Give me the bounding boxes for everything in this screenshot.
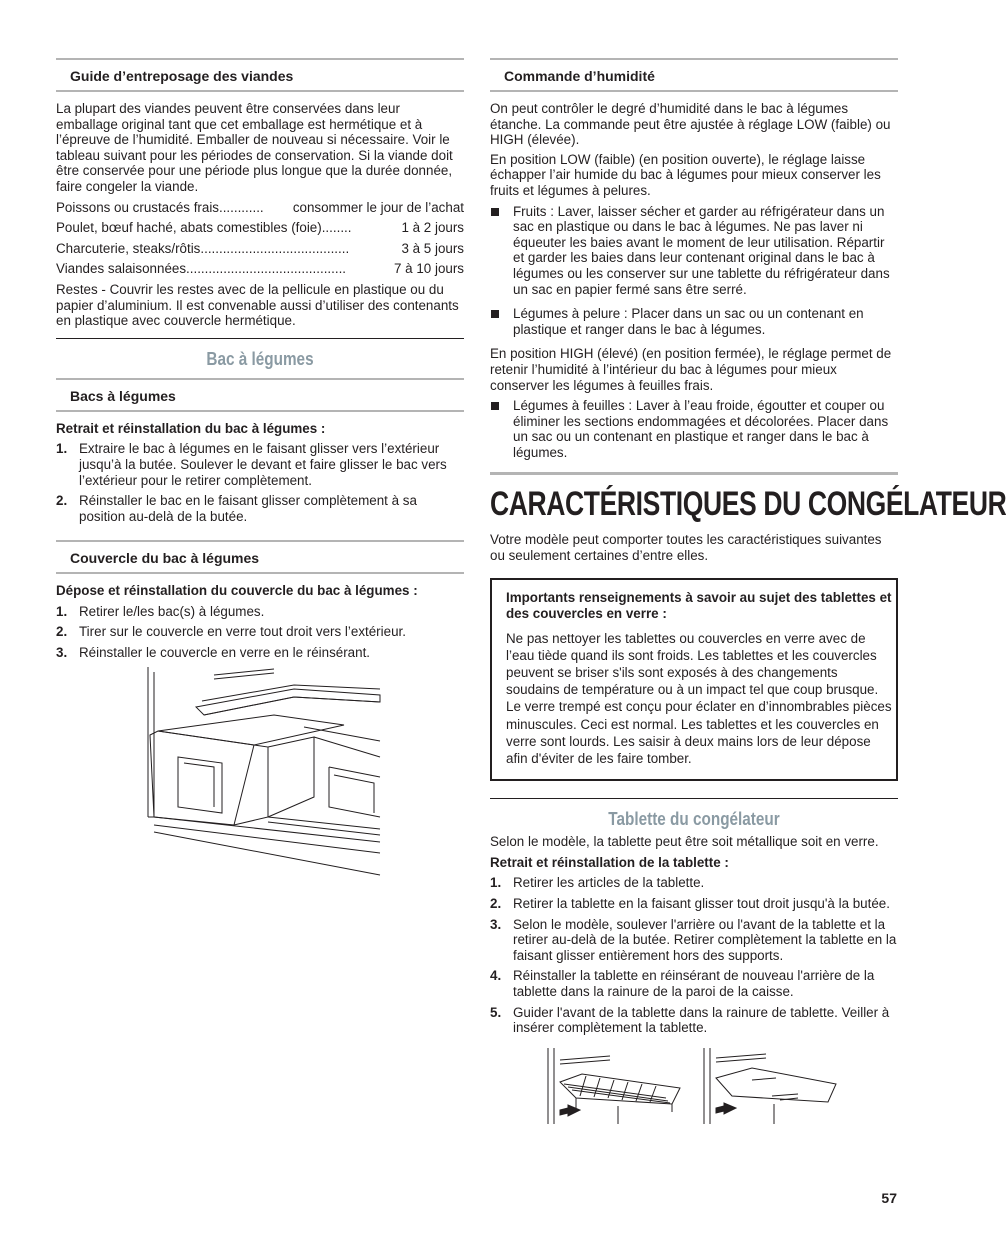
row-value: 3 à 5 jours	[401, 240, 464, 256]
crisper-heading: Bacs à légumes	[56, 378, 464, 412]
list-item: 2. Réinstaller le bac en le faisant glisser complètement à sa position au-delà de la butée.	[56, 493, 417, 524]
list-item: 2. Tirer sur le couvercle en verre tout droit vers l’extérieur.	[56, 624, 406, 640]
list-item: 3. Selon le modèle, soulever l'arrière ou l'avant de la tablette et la retirer au-delà de la butée. Retirer complètement la tablette en la faisant glisser entièrement hors des supports.	[490, 916, 897, 963]
freezer-intro: Votre modèle peut comporter toutes les caractéristiques suivantes ou seulement certaines d’entre elles.	[490, 532, 882, 564]
shelf-illustrations	[546, 1048, 898, 1124]
table-row	[56, 200, 464, 216]
list-item: Légumes à pelure : Placer dans un sac ou un contenant en plastique et ranger dans le bac à légumes.	[490, 306, 898, 337]
table-row	[56, 261, 464, 277]
right-column	[490, 58, 1006, 1124]
crisper-illustration	[144, 667, 464, 877]
crisper-section-title: Bac à légumes	[206, 348, 314, 369]
wire-shelf-illustration	[546, 1048, 682, 1124]
glass-shelf-illustration	[702, 1048, 838, 1124]
list-item: Légumes à feuilles : Laver à l’eau froide, égoutter et couper ou éliminer les sections endommagées et décolorées. Placer dans un sac ou un contenant en plastique et ranger dans le bac à légumes.	[490, 398, 898, 460]
list-item: 1. Retirer le/les bac(s) à légumes.	[56, 603, 265, 619]
row-value: 1 à 2 jours	[401, 220, 464, 236]
row-label: Poissons ou crustacés frais............	[56, 199, 264, 215]
page-number: 57	[881, 1190, 897, 1206]
crisper-steps	[56, 441, 464, 524]
freezer-shelf-section-title: Tablette du congélateur	[608, 809, 780, 830]
cover-heading: Couvercle du bac à légumes	[56, 540, 464, 574]
humidity-p2: En position LOW (faible) (en position ouverte), le réglage laisse échapper l’air humide du bac à légumes pour mieux conserver les fruits et légumes à pelures.	[490, 151, 881, 198]
humidity-p1: On peut contrôler le degré d’humidité dans le bac à légumes étanche. La commande peut être ajustée à réglage LOW (faible) ou HIGH (élevée).	[490, 101, 891, 148]
list-item: 1. Retirer les articles de la tablette.	[490, 875, 705, 891]
warning-body: Ne pas nettoyer les tablettes ou couvercles en verre avec de l’eau tiède quand ils sont froids. Les tablettes et les couvercles peuvent se briser s'ils sont exposés à des changements soudains de température ou à un impact tel que coup brusque. Le verre trempé est conçu pour éclater en d’innombrables pièces minuscules. Ceci est normal. Les tablettes et les couvercles en verre sont lourds. Les saisir à deux mains lors de leur dépose afin d'éviter de les faire tomber.	[506, 630, 892, 767]
row-label: Viandes salaisonnées...........................................	[56, 261, 347, 277]
list-item: 4. Réinstaller la tablette en réinsérant de nouveau l'arrière de la tablette dans la rainure de la paroi de la caisse.	[490, 968, 875, 1000]
high-items	[490, 398, 898, 460]
warning-title: Importants renseignements à savoir au sujet des tablettes et des couvercles en verre :	[506, 589, 892, 622]
meat-guide-intro: La plupart des viandes peuvent être conservées dans leur emballage original tant que cet emballage est hermétique et à l’épreuve de l’humidité. Emballer de nouveau si nécessaire. Voir le tableau suivant pour les périodes de conservation. Si la viande doit être conservée pour une période plus longue que la durée donnée, faire congeler la viande.	[56, 101, 453, 194]
low-items	[490, 204, 898, 338]
row-value: consommer le jour de l’achat	[292, 199, 464, 215]
list-item: 1. Extraire le bac à légumes en le faisant glisser vers l’extérieur jusqu’à la butée. Soulever le devant et faire glisser le bac vers l’extérieur pour le retirer complètement.	[56, 441, 447, 488]
freezer-features-title: CARACTÉRISTIQUES DU CONGÉLATEUR	[490, 485, 1006, 524]
table-row	[56, 241, 464, 257]
list-item: 5. Guider l'avant de la tablette dans la rainure de tablette. Veiller à insérer complètement la tablette.	[490, 1004, 890, 1036]
left-column	[56, 58, 464, 877]
list-item: Fruits : Laver, laisser sécher et garder au réfrigérateur dans un sac en plastique ou dans le bac à légumes. Ne pas laver ni équeuter les baies avant le moment de leur utilisation. Répartir et garder les baies dans leur contenant original dans le bac à légumes ou les conserver sur une tablette du réfrigérateur dans un sac en papier fermé sans être serré.	[490, 204, 898, 298]
row-label: Poulet, bœuf haché, abats comestibles (foie)........	[56, 220, 352, 236]
meat-storage-table	[56, 200, 464, 277]
list-item: 2. Retirer la tablette en la faisant glisser tout droit jusqu'à la butée.	[490, 896, 890, 912]
meat-guide-heading: Guide d’entreposage des viandes	[56, 58, 464, 92]
shelf-steps	[490, 875, 898, 1035]
shelf-procedure-title: Retrait et réinstallation de la tablette :	[490, 854, 729, 870]
glass-warning-box	[490, 578, 898, 782]
crisper-procedure-title: Retrait et réinstallation du bac à légumes :	[56, 420, 326, 436]
row-label: Charcuterie, steaks/rôtis........................................	[56, 240, 350, 256]
humidity-heading: Commande d’humidité	[490, 58, 898, 92]
shelf-intro: Selon le modèle, la tablette peut être soit métallique soit en verre.	[490, 834, 879, 850]
table-row	[56, 220, 464, 236]
cover-procedure-title: Dépose et réinstallation du couvercle du bac à légumes :	[56, 583, 418, 599]
humidity-p3: En position HIGH (élevé) (en position fermée), le réglage permet de retenir l’humidité à l’intérieur du bac à légumes pour mieux conserver les légumes à feuilles frais.	[490, 346, 892, 393]
cover-steps	[56, 604, 464, 661]
row-value: 7 à 10 jours	[394, 261, 464, 277]
list-item: 3. Réinstaller le couvercle en verre en le réinsérant.	[56, 645, 371, 661]
leftovers-text: Restes - Couvrir les restes avec de la pellicule en plastique ou du papier d’aluminium. Il est convenable aussi d’utiliser des contenants en plastique avec couvercle hermétique.	[56, 281, 459, 329]
